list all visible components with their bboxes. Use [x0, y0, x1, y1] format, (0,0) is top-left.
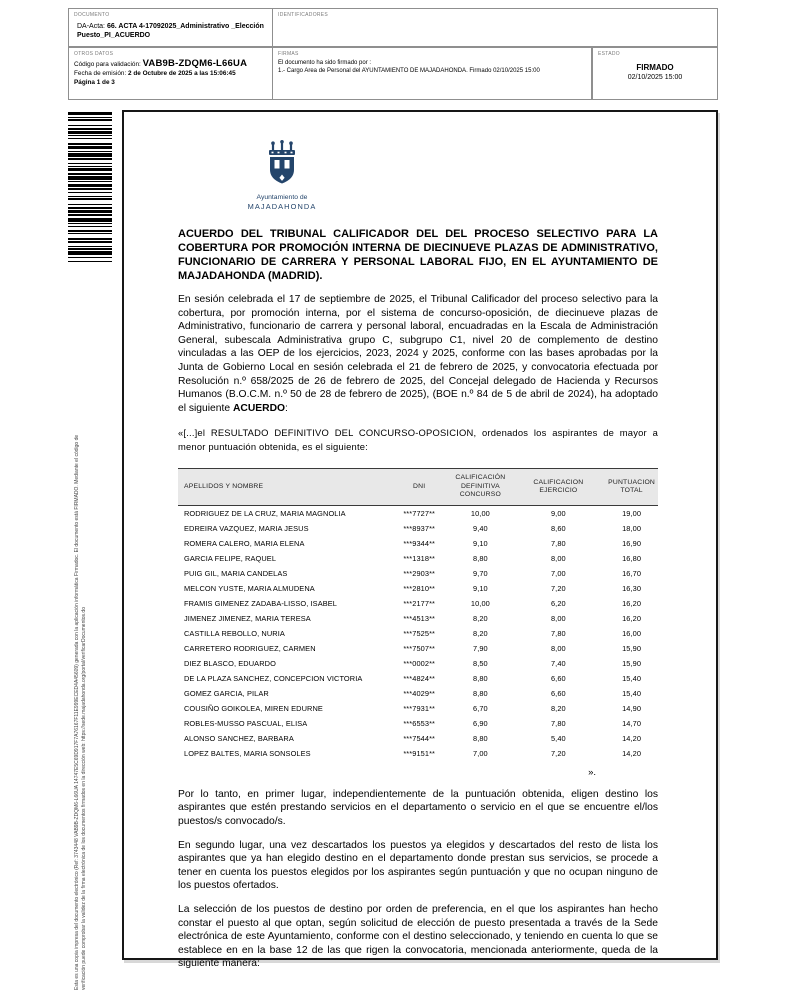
quote-intro: «[...]el RESULTADO DEFINITIVO DEL CONCURSO-OPOSICION, ordenados los aspirantes de mayor a menor puntuación obtenida, es el siguiente:: [178, 427, 658, 452]
table-row: [178, 671, 658, 686]
firmas-line1: El documento ha sido firmado por :: [278, 60, 372, 66]
firmas-line2: 1.- Cargo Area de Personal del AYUNTAMIENTO DE MAJADAHONDA. Firmado 02/10/2025 15:00: [278, 68, 540, 74]
meta-estado-cell: [592, 47, 718, 100]
cell-ejercicio: 7,80: [550, 628, 566, 638]
cell-dni: ***7931**: [403, 703, 436, 713]
cell-total: 16,90: [622, 538, 642, 548]
cell-total: 14,90: [622, 703, 642, 713]
pagina-value: Página 1 de 3: [74, 79, 115, 86]
meta-otros-datos-label: OTROS DATOS: [74, 51, 114, 57]
column-header-3: CALIFICACION EJERCICIO: [512, 469, 606, 506]
documento-field-value: 66. ACTA 4-17092025_Administrativo _Elección Puesto_PI_ACUERDO: [77, 23, 264, 39]
cell-name: EDREIRA VAZQUEZ, MARIA JESUS: [184, 523, 309, 533]
table-row: [178, 626, 658, 641]
cell-concurso: 8,20: [472, 613, 488, 623]
cell-total: 16,20: [622, 613, 642, 623]
table-row: [178, 551, 658, 566]
cell-name: PUIG GIL, MARIA CANDELAS: [184, 568, 288, 578]
meta-identificadores-cell: [272, 8, 718, 47]
cell-ejercicio: 7,80: [550, 718, 566, 728]
table-row: [178, 641, 658, 656]
cell-concurso: 8,50: [472, 658, 488, 668]
meta-identificadores-label: IDENTIFICADORES: [278, 12, 329, 18]
results-table: [178, 468, 658, 761]
fecha-label: Fecha de emisión:: [74, 70, 127, 77]
majadahonda-logo: [234, 140, 330, 211]
cell-name: DE LA PLAZA SANCHEZ, CONCEPCION VICTORIA: [184, 673, 363, 683]
margin-text-line1: Esta es una copia impresa del documento electrónico (Ref: 3743448 VAB9B-ZDQM6-L66UA 14747E5C69D917F7A76167F11E999ECED4A45609) generada con la aplicación informática Firmadoc. El documento está FIRMADO. Mediante el código de: [74, 434, 80, 990]
cell-total: 15,40: [622, 673, 642, 683]
cell-concurso: 10,00: [470, 508, 490, 518]
table-row: [178, 611, 658, 626]
crest-icon: [260, 140, 304, 190]
cell-name: ROBLES-MUSSO PASCUAL, ELISA: [184, 718, 308, 728]
cell-concurso: 8,80: [472, 673, 488, 683]
cell-name: GARCIA FELIPE, RAQUEL: [184, 553, 277, 563]
meta-firmas-cell: [272, 47, 592, 100]
cell-ejercicio: 6,20: [550, 598, 566, 608]
cell-ejercicio: 8,20: [550, 703, 566, 713]
cell-name: GOMEZ GARCIA, PILAR: [184, 688, 269, 698]
pagina-line: [74, 78, 267, 87]
cell-dni: ***9151**: [403, 748, 436, 758]
cell-total: 14,20: [622, 733, 642, 743]
table-header-row: [178, 469, 658, 506]
paragraph-intro: [178, 293, 658, 415]
fecha-value: 2 de Octubre de 2025 a las 15:06:45: [128, 70, 236, 77]
table-row: [178, 686, 658, 701]
column-header-1: DNI: [389, 469, 449, 506]
cell-ejercicio: 6,60: [550, 688, 566, 698]
fecha-emision-line: [74, 69, 267, 78]
acuerdo-bold: ACUERDO: [232, 402, 286, 414]
status-datetime: 02/10/2025 15:00: [627, 74, 683, 81]
margin-verification-text: [74, 290, 87, 990]
cell-total: 16,00: [622, 628, 642, 638]
cell-ejercicio: 6,60: [550, 673, 566, 683]
documento-field-label: DA-Acta:: [77, 23, 106, 30]
cell-dni: ***9344**: [403, 538, 436, 548]
codigo-label: Código para validación:: [74, 61, 141, 68]
table-row: [178, 505, 658, 521]
cell-dni: ***4029**: [403, 688, 436, 698]
meta-documento-value: [74, 20, 267, 40]
table-row: [178, 596, 658, 611]
cell-concurso: 8,20: [472, 628, 488, 638]
results-tbody: [178, 505, 658, 761]
cell-dni: ***4824**: [403, 673, 436, 683]
cell-dni: ***7727**: [403, 508, 436, 518]
codigo-validacion-line: [74, 59, 267, 69]
cell-ejercicio: 5,40: [550, 733, 566, 743]
cell-name: FRAMIS GIMENEZ ZADABA-LISSO, ISABEL: [184, 598, 337, 608]
cell-ejercicio: 8,00: [550, 613, 566, 623]
cell-ejercicio: 7,40: [550, 658, 566, 668]
table-row: [178, 536, 658, 551]
cell-dni: ***7507**: [403, 643, 436, 653]
codigo-value: VAB9B-ZDQM6-L66UA: [142, 58, 248, 69]
margin-text-line2: verificación puede comprobar la validez de la firma electrónica de los documentos firmados en la dirección web: https://sede.majadahonda.org/portal/verificarDocumentos.do: [80, 607, 87, 990]
cell-name: COUSIÑO GOIKOLEA, MIREN EDURNE: [184, 703, 323, 713]
meta-firmas-label: FIRMAS: [278, 51, 299, 57]
cell-total: 15,90: [622, 643, 642, 653]
paragraph-intro-colon: :: [285, 402, 288, 414]
column-header-2: CALIFICACIÓN DEFINITIVA CONCURSO: [449, 469, 511, 506]
cell-ejercicio: 9,00: [550, 508, 566, 518]
cell-concurso: 9,10: [472, 583, 488, 593]
table-row: [178, 701, 658, 716]
paragraph-2: Por lo tanto, en primer lugar, independientemente de la puntuación obtenida, eligen destino los aspirantes que estén prestando servicios en el departamento o servicio en el que se encuentre el/los puestos/s convocado/s.: [178, 788, 658, 828]
meta-otros-datos-cell: [68, 47, 273, 100]
cell-name: RODRIGUEZ DE LA CRUZ, MARIA MAGNOLIA: [184, 508, 346, 518]
cell-ejercicio: 8,00: [550, 643, 566, 653]
meta-documento-cell: [68, 8, 273, 47]
cell-dni: ***8937**: [403, 523, 436, 533]
meta-estado-label: ESTADO: [598, 51, 620, 57]
cell-concurso: 8,80: [472, 553, 488, 563]
cell-dni: ***1318**: [403, 553, 436, 563]
cell-concurso: 7,00: [472, 748, 488, 758]
cell-total: 19,00: [622, 508, 642, 518]
cell-dni: ***4513**: [403, 613, 436, 623]
document-frame: [122, 110, 718, 970]
table-row: [178, 746, 658, 761]
cell-concurso: 8,80: [472, 688, 488, 698]
cell-name: DIEZ BLASCO, EDUARDO: [184, 658, 276, 668]
cell-total: 16,70: [622, 568, 642, 578]
cell-name: CARRETERO RODRIGUEZ, CARMEN: [184, 643, 316, 653]
cell-total: 16,20: [622, 598, 642, 608]
cell-ejercicio: 8,60: [550, 523, 566, 533]
cell-dni: ***0002**: [403, 658, 436, 668]
column-header-0: APELLIDOS Y NOMBRE: [178, 469, 389, 506]
paragraph-3: En segundo lugar, una vez descartados los puestos ya elegidos y descartados del resto de lista los aspirantes que ya han elegido destino en el departamento donde prestan sus servicios, se procede a tener en cuenta los puestos elegidos por los aspirantes según puntuación y que no ocupan ninguno de los puestos ofertados.: [178, 839, 658, 892]
closing-quote: ».: [588, 766, 596, 778]
table-row: [178, 716, 658, 731]
cell-total: 16,80: [622, 553, 642, 563]
cell-total: 15,40: [622, 688, 642, 698]
cell-ejercicio: 7,20: [550, 583, 566, 593]
barcode-icon: [68, 112, 112, 288]
logo-caption-line2: MAJADAHONDA: [247, 202, 317, 211]
cell-total: 18,00: [622, 523, 642, 533]
cell-ejercicio: 7,80: [550, 538, 566, 548]
cell-concurso: 9,10: [472, 538, 488, 548]
cell-dni: ***7525**: [403, 628, 436, 638]
table-row: [178, 566, 658, 581]
cell-concurso: 6,70: [472, 703, 488, 713]
logo-caption-line1: Ayuntamiento de: [256, 194, 308, 201]
status-badge: FIRMADO: [636, 63, 674, 72]
table-row: [178, 521, 658, 536]
table-row: [178, 731, 658, 746]
cell-name: LOPEZ BALTES, MARIA SONSOLES: [184, 748, 311, 758]
cell-name: ROMERA CALERO, MARIA ELENA: [184, 538, 305, 548]
cell-dni: ***7544**: [403, 733, 436, 743]
cell-name: CASTILLA REBOLLO, NURIA: [184, 628, 285, 638]
cell-dni: ***6553**: [403, 718, 436, 728]
meta-documento-label: DOCUMENTO: [74, 12, 110, 18]
cell-concurso: 7,90: [472, 643, 488, 653]
cell-concurso: 9,70: [472, 568, 488, 578]
cell-dni: ***2177**: [403, 598, 436, 608]
cell-total: 16,30: [622, 583, 642, 593]
table-row: [178, 581, 658, 596]
cell-ejercicio: 7,00: [550, 568, 566, 578]
column-header-4: PUNTUACION TOTAL: [605, 469, 658, 506]
document-title: ACUERDO DEL TRIBUNAL CALIFICADOR DEL DEL PROCESO SELECTIVO PARA LA COBERTURA POR PROMOCIÓN INTERNA DE DIECINUEVE PLAZAS DE ADMINISTRATIVO, FUNCIONARIO DE CARRERA Y PERSONAL LABORAL FIJO, EN EL AYUNTAMIENTO DE MAJADAHONDA (MADRID).: [178, 228, 658, 282]
cell-name: ALONSO SANCHEZ, BARBARA: [184, 733, 294, 743]
cell-concurso: 10,00: [470, 598, 490, 608]
cell-ejercicio: 7,20: [550, 748, 566, 758]
paragraph-4: La selección de los puestos de destino por orden de preferencia, en el que los aspirantes han hecho constar el puesto al que optan, según solicitud de elección de puesto presentada a través de la Sede electrónica de este Ayuntamiento, conforme con el destino seleccionado, y teniendo en cuenta lo que se establece en en la base 12 de las que rigen la convocatoria, mencionada anteriormente, queda de la siguiente manera:: [178, 904, 658, 970]
table-row: [178, 656, 658, 671]
cell-name: JIMENEZ JIMENEZ, MARIA TERESA: [184, 613, 311, 623]
cell-dni: ***2810**: [403, 583, 436, 593]
cell-ejercicio: 8,00: [550, 553, 566, 563]
cell-dni: ***2903**: [403, 568, 436, 578]
cell-total: 14,70: [622, 718, 642, 728]
cell-total: 14,20: [622, 748, 642, 758]
paragraph-intro-text: En sesión celebrada el 17 de septiembre de 2025, el Tribunal Calificador del proceso selectivo para la cobertura, por promoción interna, por el sistema de concurso-oposición, de diecinueve plazas de Administrativo, funcionario de carrera y personal laboral, encuadradas en la Escala de Administración General, subescala Administrativa grupo C, subgrupo C1, nivel 20 de complemento de destino vinculadas a las OEP de los ejercicios, 2023, 2024 y 2025, conforme con las bases aprobadas por la Junta de Gobierno Local en sesión celebrada el 21 de febrero de 2025, y convocatoria efectuada por Resolución n.º 658/2025 de 26 de febrero de 2025, del Concejal delegado de Hacienda y Recursos Humanos (B.O.C.M. n.º 50 de 28 de febrero de 2025), (BOE n.º 84 de 5 de abril de 2024), ha adoptado el siguiente: [178, 294, 658, 414]
cell-name: MELCON YUSTE, MARIA ALMUDENA: [184, 583, 315, 593]
cell-total: 15,90: [622, 658, 642, 668]
cell-concurso: 6,90: [472, 718, 488, 728]
cell-concurso: 8,80: [472, 733, 488, 743]
cell-concurso: 9,40: [472, 523, 488, 533]
